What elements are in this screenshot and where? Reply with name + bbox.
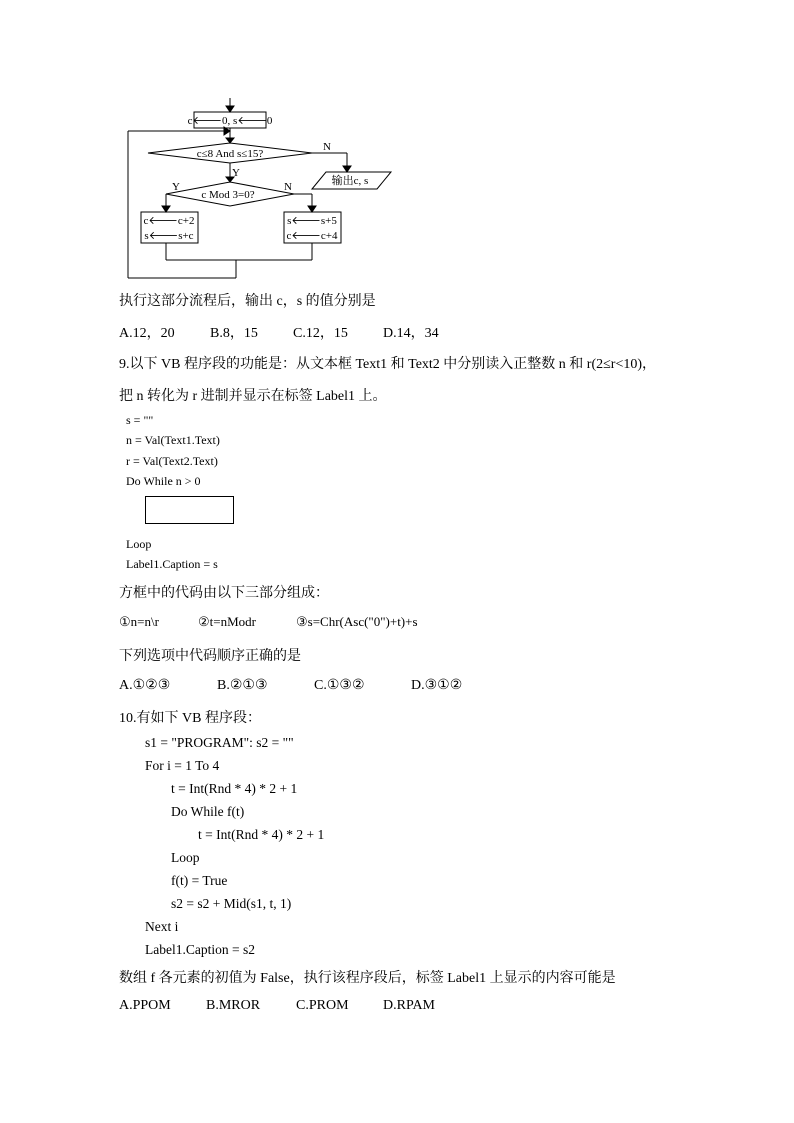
q10-option-a: A.PPOM xyxy=(119,998,171,1013)
output-text: 输出c, s xyxy=(331,175,369,187)
q9-code-loop: Loop xyxy=(126,537,152,551)
q9-part-1: ①n=n\r xyxy=(119,614,159,629)
q10-code-line-2: For i = 1 To 4 xyxy=(145,758,220,773)
q10-code-line-5: t = Int(Rnd * 4) * 2 + 1 xyxy=(198,827,325,842)
q10-option-d: D.RPAM xyxy=(383,998,436,1013)
q8-option-a: A.12，20 xyxy=(119,326,175,341)
q8-option-c: C.12，15 xyxy=(293,326,348,341)
q10-code-line-4: Do While f(t) xyxy=(171,804,245,819)
yes-label-a: Y xyxy=(172,181,180,193)
q9-question-line-2: 把 n 转化为 r 进制并显示在标签 Label1 上。 xyxy=(119,389,387,404)
q8-option-b: B.8，15 xyxy=(210,326,258,341)
q9-blank-box xyxy=(145,496,234,524)
q9-part-3: ③s=Chr(Asc("0")+t)+s xyxy=(296,614,418,629)
q10-code-line-9: Next i xyxy=(145,919,179,934)
left-box-line-2: s🡐s+c xyxy=(144,230,194,242)
q10-code-line-7: f(t) = True xyxy=(171,873,228,888)
q10-code-line-6: Loop xyxy=(171,850,200,865)
q9-code-line-1: s = "" xyxy=(126,413,154,427)
q9-option-b: B.②①③ xyxy=(217,678,268,693)
q10-title: 10.有如下 VB 程序段： xyxy=(119,711,261,726)
no-label-a: N xyxy=(323,141,331,153)
q9-option-a: A.①②③ xyxy=(119,678,171,693)
q9-code-line-3: r = Val(Text2.Text) xyxy=(126,454,218,468)
q10-code-line-1: s1 = "PROGRAM": s2 = "" xyxy=(145,735,294,750)
right-box-line-2: c🡐c+4 xyxy=(286,230,338,242)
q10-option-b: B.MROR xyxy=(206,998,261,1013)
q9-code-line-4: Do While n > 0 xyxy=(126,474,201,488)
q10-option-c: C.PROM xyxy=(296,998,349,1013)
q9-code-line-2: n = Val(Text1.Text) xyxy=(126,433,220,447)
q9-parts-intro: 方框中的代码由以下三部分组成： xyxy=(119,586,329,601)
yes-label-b: Y xyxy=(232,167,240,179)
q9-part-2: ②t=nModr xyxy=(198,614,256,629)
q10-code-line-10: Label1.Caption = s2 xyxy=(145,942,255,957)
left-box-line-1: c🡐c+2 xyxy=(143,215,195,227)
init-text: c🡐0, s🡐0 xyxy=(187,115,273,127)
q9-option-d: D.③①② xyxy=(411,678,463,693)
q8-option-d: D.14，34 xyxy=(383,326,439,341)
q10-question: 数组 f 各元素的初值为 False，执行该程序段后，标签 Label1 上显示的内容可能是 xyxy=(119,971,616,986)
flowchart xyxy=(0,0,794,290)
q9-question-line-1: 9.以下 VB 程序段的功能是：从文本框 Text1 和 Text2 中分别读入正整数 n 和 r(2≤r<10)， xyxy=(119,357,657,372)
right-box-line-1: s🡐s+5 xyxy=(287,215,337,227)
q8-question: 执行这部分流程后，输出 c，s 的值分别是 xyxy=(119,294,376,309)
mod-condition-text: c Mod 3=0? xyxy=(201,189,255,201)
no-label-b: N xyxy=(284,181,292,193)
q9-option-c: C.①③② xyxy=(314,678,365,693)
q10-code-line-8: s2 = s2 + Mid(s1, t, 1) xyxy=(171,896,292,911)
loop-condition-text: c≤8 And s≤15? xyxy=(196,148,264,160)
q10-code-line-3: t = Int(Rnd * 4) * 2 + 1 xyxy=(171,781,298,796)
q9-code-caption: Label1.Caption = s xyxy=(126,557,218,571)
q9-choose: 下列选项中代码顺序正确的是 xyxy=(119,649,301,664)
